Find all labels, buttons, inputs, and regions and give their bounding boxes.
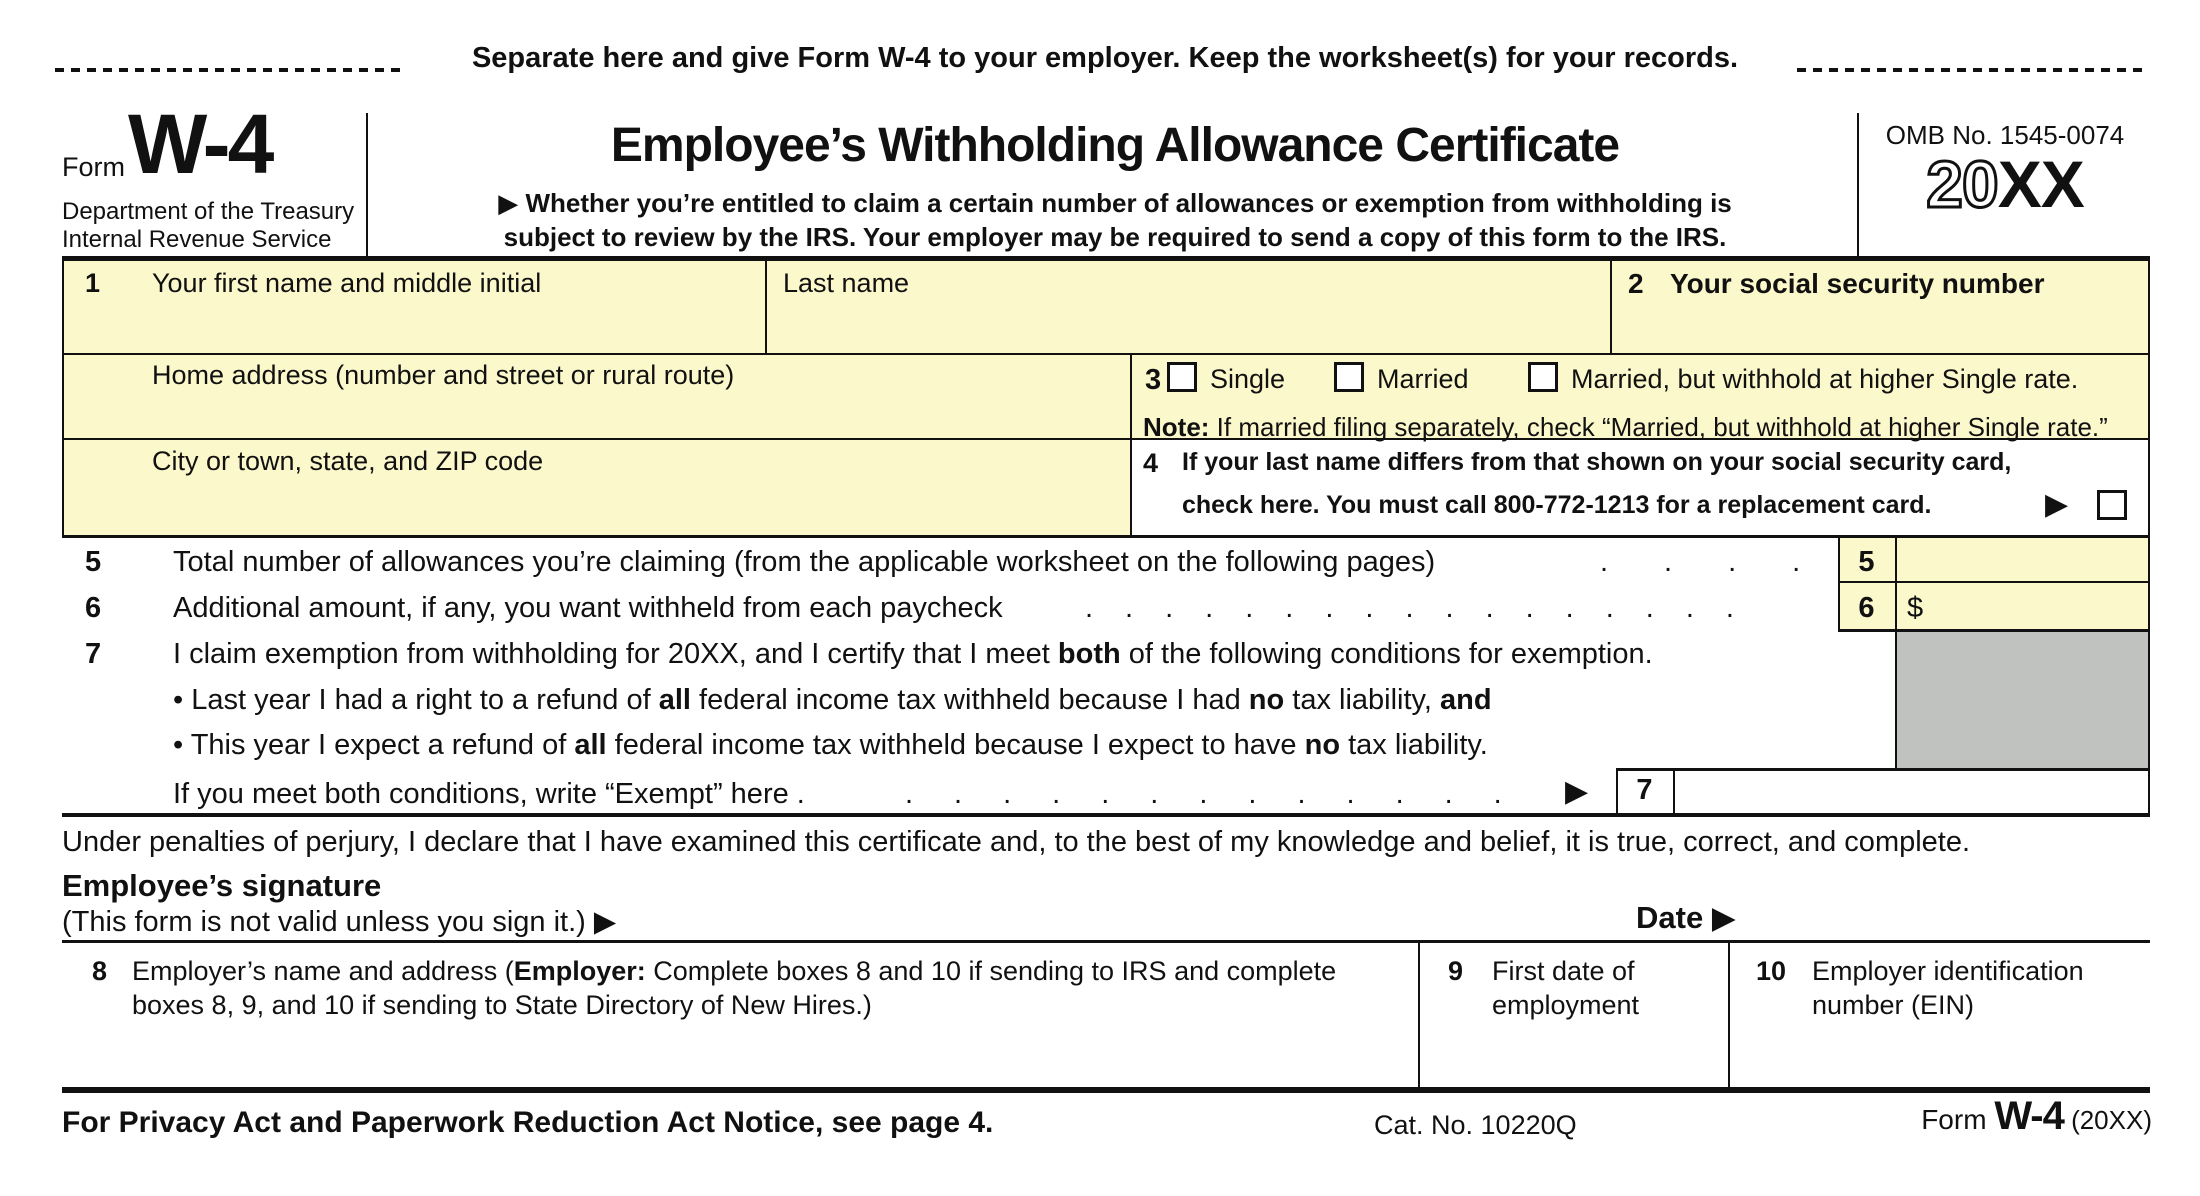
line6-number: 6: [85, 592, 102, 624]
ein-label-line2: number (EIN): [1812, 990, 1975, 1020]
line4-text-line1: If your last name differs from that shown on your social security card,: [1182, 448, 2012, 476]
line5-bottom-rule: [1838, 581, 2148, 583]
ssn-divider: [1610, 261, 1612, 353]
signature-rule: [62, 940, 2150, 943]
pointer-icon: ▶: [498, 188, 519, 218]
year-outline-digits: 20: [1926, 147, 1998, 221]
line7-bottom-rule: [62, 813, 2150, 817]
footer-form-year: (20XX): [2063, 1105, 2152, 1135]
employer-name-address-input[interactable]: [64, 1025, 1414, 1085]
signature-input[interactable]: [700, 900, 1550, 940]
last-name-label: Last name: [783, 268, 910, 298]
privacy-act-notice: For Privacy Act and Paperwork Reduction Act Notice, see page 4.: [62, 1106, 994, 1139]
line10-number: 10: [1756, 956, 1787, 986]
bullet-icon: •: [173, 684, 184, 716]
footer-form-word: Form: [1921, 1104, 1995, 1135]
line6-box-number: 6: [1858, 592, 1875, 624]
table-left-border: [62, 261, 64, 535]
line7-dot-leaders: .............: [905, 778, 1543, 810]
name-divider: [765, 261, 767, 353]
date-arrow-icon: ▶: [1711, 900, 1736, 935]
line2-number: 2: [1628, 268, 1644, 299]
year-bold-digits: XX: [1997, 147, 2084, 221]
signature-validity-note: (This form is not valid unless you sign it.) ▶: [62, 906, 617, 938]
line5-text: Total number of allowances you’re claiming (from the applicable worksheet on the following pages): [173, 546, 1436, 578]
home-address-label: Home address (number and street or rural route): [152, 360, 735, 390]
box10-left-border: [1728, 940, 1730, 1087]
box9-left-border: [1418, 940, 1420, 1087]
first-date-label-line2: employment: [1492, 990, 1640, 1020]
row4-bottom-rule: [62, 535, 2150, 538]
married-higher-rate-label: Married, but withhold at higher Single rate.: [1571, 364, 2079, 394]
line5-box-inner-border: [1895, 535, 1897, 768]
line4-arrow-icon: ▶: [2045, 488, 2069, 521]
bullet-icon: •: [173, 729, 184, 761]
line7-box-number: 7: [1636, 774, 1653, 806]
first-date-label-line1: First date of: [1492, 956, 1635, 986]
bottom-rule: [62, 1087, 2150, 1093]
line9-number: 9: [1448, 956, 1464, 986]
line7-box-top-rule: [1616, 768, 2148, 771]
line3-number: 3: [1145, 364, 1162, 396]
employer-name-address-label-line2: boxes 8, 9, and 10 if sending to State Directory of New Hires.): [132, 990, 872, 1020]
separator-dash-right: [1797, 68, 2145, 72]
note-word: Note:: [1143, 412, 1210, 442]
dollar-sign: $: [1907, 592, 1924, 624]
married-label: Married: [1377, 364, 1469, 394]
marital-note: Note: If married filing separately, check “Married, but withhold at higher Single rate.”: [1143, 412, 2108, 442]
line5-input[interactable]: [1897, 537, 2146, 581]
separator-instruction: Separate here and give Form W-4 to your employer. Keep the worksheet(s) for your records.: [471, 42, 1739, 74]
address-section-divider: [1130, 353, 1132, 535]
line4-number: 4: [1143, 448, 1159, 478]
form-subtitle-line2: subject to review by the IRS. Your employer may be required to send a copy of this form to the IRS.: [503, 222, 1727, 252]
catalog-number: Cat. No. 10220Q: [1374, 1110, 1577, 1140]
first-date-input[interactable]: [1422, 1025, 1726, 1085]
line1-number: 1: [85, 268, 101, 298]
form-subtitle-line1: ▶ Whether you’re entitled to claim a certain number of allowances or exemption from withholding is: [498, 188, 1732, 218]
line4-text-line2: check here. You must call 800-772-1213 for a replacement card.: [1182, 491, 1932, 519]
treasury-line: Department of the Treasury: [62, 198, 355, 225]
single-checkbox[interactable]: [1167, 362, 1197, 392]
line5-box-number: 5: [1858, 546, 1875, 578]
header-divider-right: [1857, 113, 1859, 256]
line6-amount-input[interactable]: [1897, 583, 2146, 627]
form-number: W-4: [128, 97, 272, 191]
line7-number: 7: [85, 638, 102, 670]
first-name-label: Your first name and middle initial: [152, 268, 542, 298]
blocked-area: [1897, 631, 2148, 768]
name-differs-checkbox[interactable]: [2097, 490, 2127, 520]
footer-form-number: W-4: [1994, 1094, 2064, 1138]
row1-bottom-rule: [62, 353, 2150, 355]
line7-box-inner-border: [1673, 768, 1675, 813]
line5-dot-leaders: ....: [1600, 546, 1857, 578]
date-input[interactable]: [1760, 900, 2148, 940]
line7-arrow-icon: ▶: [1565, 775, 1589, 808]
form-word: Form: [62, 152, 125, 182]
married-higher-rate-checkbox[interactable]: [1528, 362, 1558, 392]
form-title: Employee’s Withholding Allowance Certificate: [610, 119, 1620, 172]
ein-label-line1: Employer identification: [1812, 956, 2084, 986]
line7-exempt-text: If you meet both conditions, write “Exempt” here .: [173, 778, 805, 810]
line7-intro: I claim exemption from withholding for 20XX, and I certify that I meet both of the following conditions for exemption.: [173, 638, 1653, 670]
signature-arrow-icon: ▶: [593, 906, 617, 938]
employer-name-address-label: Employer’s name and address (Employer: Complete boxes 8 and 10 if sending to IRS and complete: [132, 956, 1337, 986]
single-label: Single: [1210, 364, 1286, 394]
date-label: Date ▶: [1636, 900, 1736, 935]
line8-number: 8: [92, 956, 108, 986]
footer-form-id: [1920, 1094, 2152, 1139]
line7-bullet1: • Last year I had a right to a refund of all federal income tax withheld because I had no tax liability, and: [173, 684, 1492, 716]
perjury-statement: Under penalties of perjury, I declare that I have examined this certificate and, to the best of my knowledge and belief, it is true, correct, and complete.: [62, 826, 1971, 858]
irs-line: Internal Revenue Service: [62, 226, 332, 253]
line7-exempt-input[interactable]: [1675, 770, 2148, 811]
line7-bullet2: • This year I expect a refund of all federal income tax withheld because I expect to have no tax liability.: [173, 729, 1488, 761]
married-checkbox[interactable]: [1334, 362, 1364, 392]
separator-dash-left: [55, 68, 403, 72]
omb-number: OMB No. 1545-0074: [1885, 120, 2125, 150]
line6-bottom-rule: [1838, 629, 2148, 632]
employee-signature-label: Employee’s signature: [62, 868, 382, 903]
tax-year: [1862, 146, 2148, 222]
line6-dot-leaders: .................: [1085, 592, 1766, 624]
line5-number: 5: [85, 546, 102, 578]
ein-input[interactable]: [1732, 1025, 2148, 1085]
header-divider-left: [366, 113, 368, 256]
city-state-zip-label: City or town, state, and ZIP code: [152, 446, 544, 476]
line6-text: Additional amount, if any, you want withheld from each paycheck: [173, 592, 1003, 624]
ssn-label: Your social security number: [1670, 268, 2045, 299]
